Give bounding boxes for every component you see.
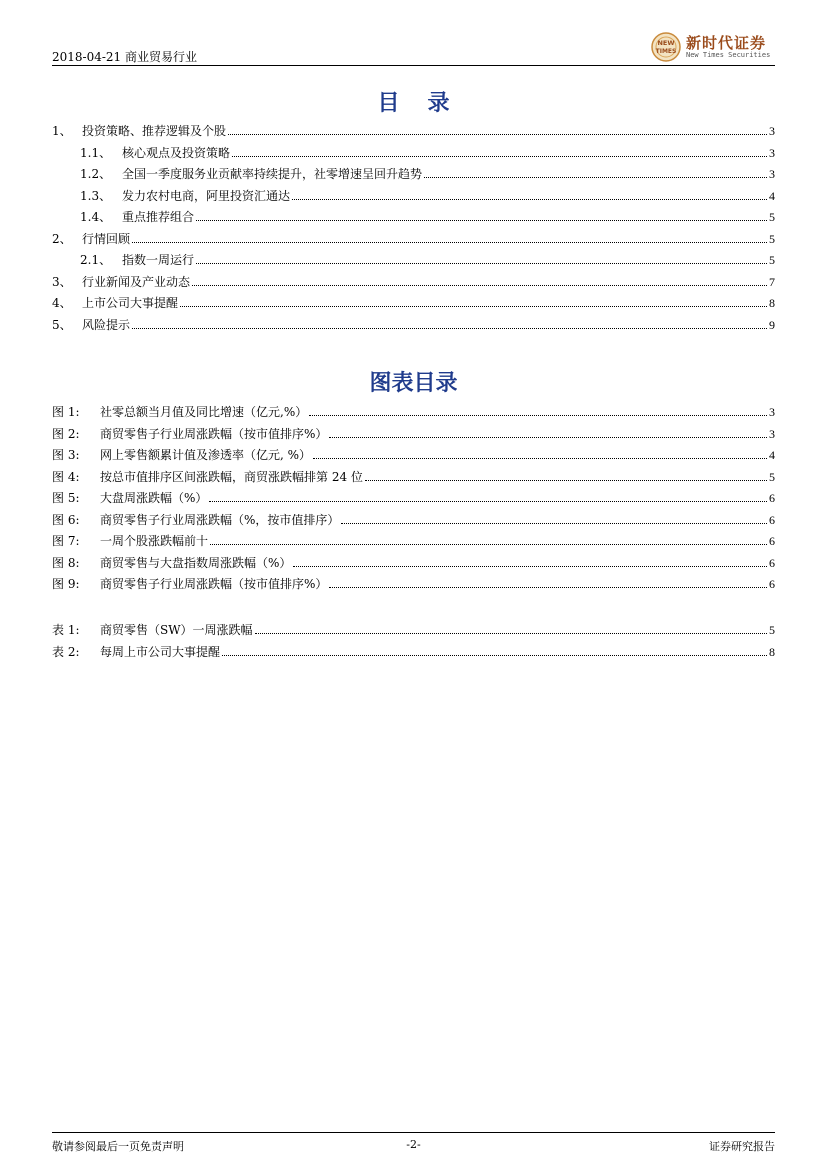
toc-entry-number: 图 3: xyxy=(52,448,80,462)
toc-entry-label: 指数一周运行 xyxy=(122,253,195,267)
toc-entry-label: 商贸零售与大盘指数周涨跌幅（%） xyxy=(100,555,292,570)
toc-dot-leader xyxy=(292,198,767,200)
toc-entry-number: 4、 xyxy=(52,296,72,310)
toc-entry-label: 上市公司大事提醒 xyxy=(82,296,179,310)
toc-dot-leader xyxy=(232,155,767,157)
svg-text:TIMES: TIMES xyxy=(655,48,677,55)
toc-entry-number: 表 1: xyxy=(52,623,80,637)
toc-entry-label: 按总市值排序区间涨跌幅，商贸涨跌幅排第 24 位 xyxy=(100,469,363,484)
toc-entry-page: 3 xyxy=(769,145,775,160)
logo-mark-icon xyxy=(650,31,682,63)
toc-entry-label: 商贸零售子行业周涨跌幅（%，按市值排序） xyxy=(100,512,340,527)
toc-entry-number: 1.1、 xyxy=(80,145,112,160)
toc-entry[interactable] xyxy=(52,229,775,247)
toc-dot-leader xyxy=(180,305,767,307)
toc-dot-leader xyxy=(329,586,767,588)
toc-entry-number: 图 1: xyxy=(52,405,80,419)
footer-report-type: 证券研究报告 xyxy=(709,1140,775,1153)
toc-entry[interactable] xyxy=(52,121,775,139)
toc-entry[interactable] xyxy=(52,642,775,660)
toc-entry[interactable] xyxy=(52,315,775,333)
toc-entry-label: 行业新闻及产业动态 xyxy=(82,274,191,289)
toc-entry-number: 图 6: xyxy=(52,512,80,527)
toc-dot-leader xyxy=(192,284,767,286)
footer-page-number: -2- xyxy=(406,1138,421,1151)
toc-entry-page: 6 xyxy=(769,491,775,505)
toc-entry[interactable] xyxy=(80,250,775,268)
toc-entry-page: 6 xyxy=(769,555,775,570)
toc-entry-number: 表 2: xyxy=(52,644,80,659)
toc-entry-label: 网上零售额累计值及渗透率（亿元, %） xyxy=(100,448,312,462)
toc-entry-page: 5 xyxy=(769,253,775,267)
toc-dot-leader xyxy=(255,632,767,634)
toc-dot-leader xyxy=(228,133,767,135)
toc-entry-label: 风险提示 xyxy=(82,317,131,332)
toc-entry-page: 3 xyxy=(769,426,775,441)
toc-dot-leader xyxy=(132,241,767,243)
toc-dot-leader xyxy=(210,543,767,545)
toc-entry-number: 图 4: xyxy=(52,469,80,484)
toc-entry[interactable] xyxy=(80,207,775,225)
toc-entry-number: 图 2: xyxy=(52,426,80,441)
toc-entry-number: 2、 xyxy=(52,231,72,246)
toc-entry-label: 商贸零售（SW）一周涨跌幅 xyxy=(100,623,253,637)
toc-entry-label: 每周上市公司大事提醒 xyxy=(100,644,221,659)
toc-entry[interactable] xyxy=(52,467,775,485)
toc-entry-number: 图 8: xyxy=(52,555,80,570)
toc-entry-page: 7 xyxy=(769,274,775,289)
toc-entry-page: 6 xyxy=(769,534,775,548)
toc-entry-page: 5 xyxy=(769,231,775,246)
toc-entry[interactable] xyxy=(52,488,775,506)
toc-entry-page: 5 xyxy=(769,210,775,224)
toc-dot-leader xyxy=(341,522,767,524)
toc-dot-leader xyxy=(196,219,767,221)
toc-entry[interactable] xyxy=(80,164,775,182)
toc-dot-leader xyxy=(365,479,767,481)
toc-entry-page: 3 xyxy=(769,167,775,181)
toc-entry-page: 8 xyxy=(769,644,775,659)
toc-entry-label: 重点推荐组合 xyxy=(122,210,195,224)
toc-dot-leader xyxy=(313,457,767,459)
toc-entry-label: 商贸零售子行业周涨跌幅（按市值排序%） xyxy=(100,426,328,441)
toc-entry-number: 1.2、 xyxy=(80,167,112,181)
footer-disclaimer: 敬请参阅最后一页免责声明 xyxy=(52,1140,184,1153)
toc-entry-label: 商贸零售子行业周涨跌幅（按市值排序%） xyxy=(100,577,328,591)
toc-dot-leader xyxy=(293,565,767,567)
toc-entry[interactable] xyxy=(52,445,775,463)
company-logo xyxy=(650,30,775,64)
toc-entry[interactable] xyxy=(52,424,775,442)
toc-entry[interactable] xyxy=(52,553,775,571)
toc-entry-label: 一周个股涨跌幅前十 xyxy=(100,534,209,548)
toc-entry-label: 投资策略、推荐逻辑及个股 xyxy=(82,124,227,138)
toc-entry[interactable] xyxy=(52,531,775,549)
toc-entry-page: 3 xyxy=(769,405,775,419)
toc-entry[interactable] xyxy=(52,620,775,638)
toc-entry-number: 1.3、 xyxy=(80,188,112,203)
header-date-category: 2018-04-21 商业贸易行业 xyxy=(52,50,198,64)
toc-entry[interactable] xyxy=(80,143,775,161)
toc-entry-number: 1.4、 xyxy=(80,210,112,224)
toc-entry-page: 9 xyxy=(769,317,775,332)
toc-entry-page: 5 xyxy=(769,469,775,484)
figures-title: 图表目录 xyxy=(369,370,458,396)
toc-entry-label: 社零总额当月值及同比增速（亿元,%） xyxy=(100,405,308,419)
toc-entry-number: 图 7: xyxy=(52,534,80,548)
toc-entry[interactable] xyxy=(80,186,775,204)
toc-entry-page: 3 xyxy=(769,124,775,138)
toc-entry-number: 3、 xyxy=(52,274,72,289)
toc-entry-page: 8 xyxy=(769,296,775,310)
toc-dot-leader xyxy=(209,500,767,502)
toc-dot-leader xyxy=(196,262,767,264)
footer-divider xyxy=(52,1132,775,1133)
toc-dot-leader xyxy=(222,654,767,656)
page-header xyxy=(52,30,775,67)
toc-entry-page: 4 xyxy=(769,188,775,203)
toc-entry-label: 全国一季度服务业贡献率持续提升，社零增速呈回升趋势 xyxy=(122,167,423,181)
toc-entry[interactable] xyxy=(52,510,775,528)
toc-entry-label: 大盘周涨跌幅（%） xyxy=(100,491,208,505)
toc-dot-leader xyxy=(132,327,767,329)
toc-entry-page: 4 xyxy=(769,448,775,462)
toc-entry-label: 核心观点及投资策略 xyxy=(122,145,231,160)
toc-entry[interactable] xyxy=(52,402,775,420)
toc-entry-number: 5、 xyxy=(52,317,72,332)
toc-dot-leader xyxy=(424,176,767,178)
toc-entry-page: 5 xyxy=(769,623,775,637)
toc-dot-leader xyxy=(329,436,767,438)
toc-entry-label: 发力农村电商，阿里投资汇通达 xyxy=(122,188,291,203)
toc-entry-number: 图 9: xyxy=(52,577,80,591)
toc-entry-number: 2.1、 xyxy=(80,253,112,267)
logo-english-name: New Times Securities xyxy=(686,51,771,59)
header-divider xyxy=(52,65,775,66)
logo-chinese-name: 新时代证券 xyxy=(686,34,767,52)
toc-entry[interactable] xyxy=(52,574,775,592)
toc-entry-label: 行情回顾 xyxy=(82,231,131,246)
toc-entry[interactable] xyxy=(52,293,775,311)
toc-dot-leader xyxy=(309,414,767,416)
toc-entry-number: 图 5: xyxy=(52,491,80,505)
toc-entry[interactable] xyxy=(52,272,775,290)
toc-entry-number: 1、 xyxy=(52,124,72,138)
svg-text:NEW: NEW xyxy=(657,39,675,47)
toc-entry-page: 6 xyxy=(769,512,775,527)
toc-entry-page: 6 xyxy=(769,577,775,591)
toc-title: 目录 xyxy=(377,90,478,116)
